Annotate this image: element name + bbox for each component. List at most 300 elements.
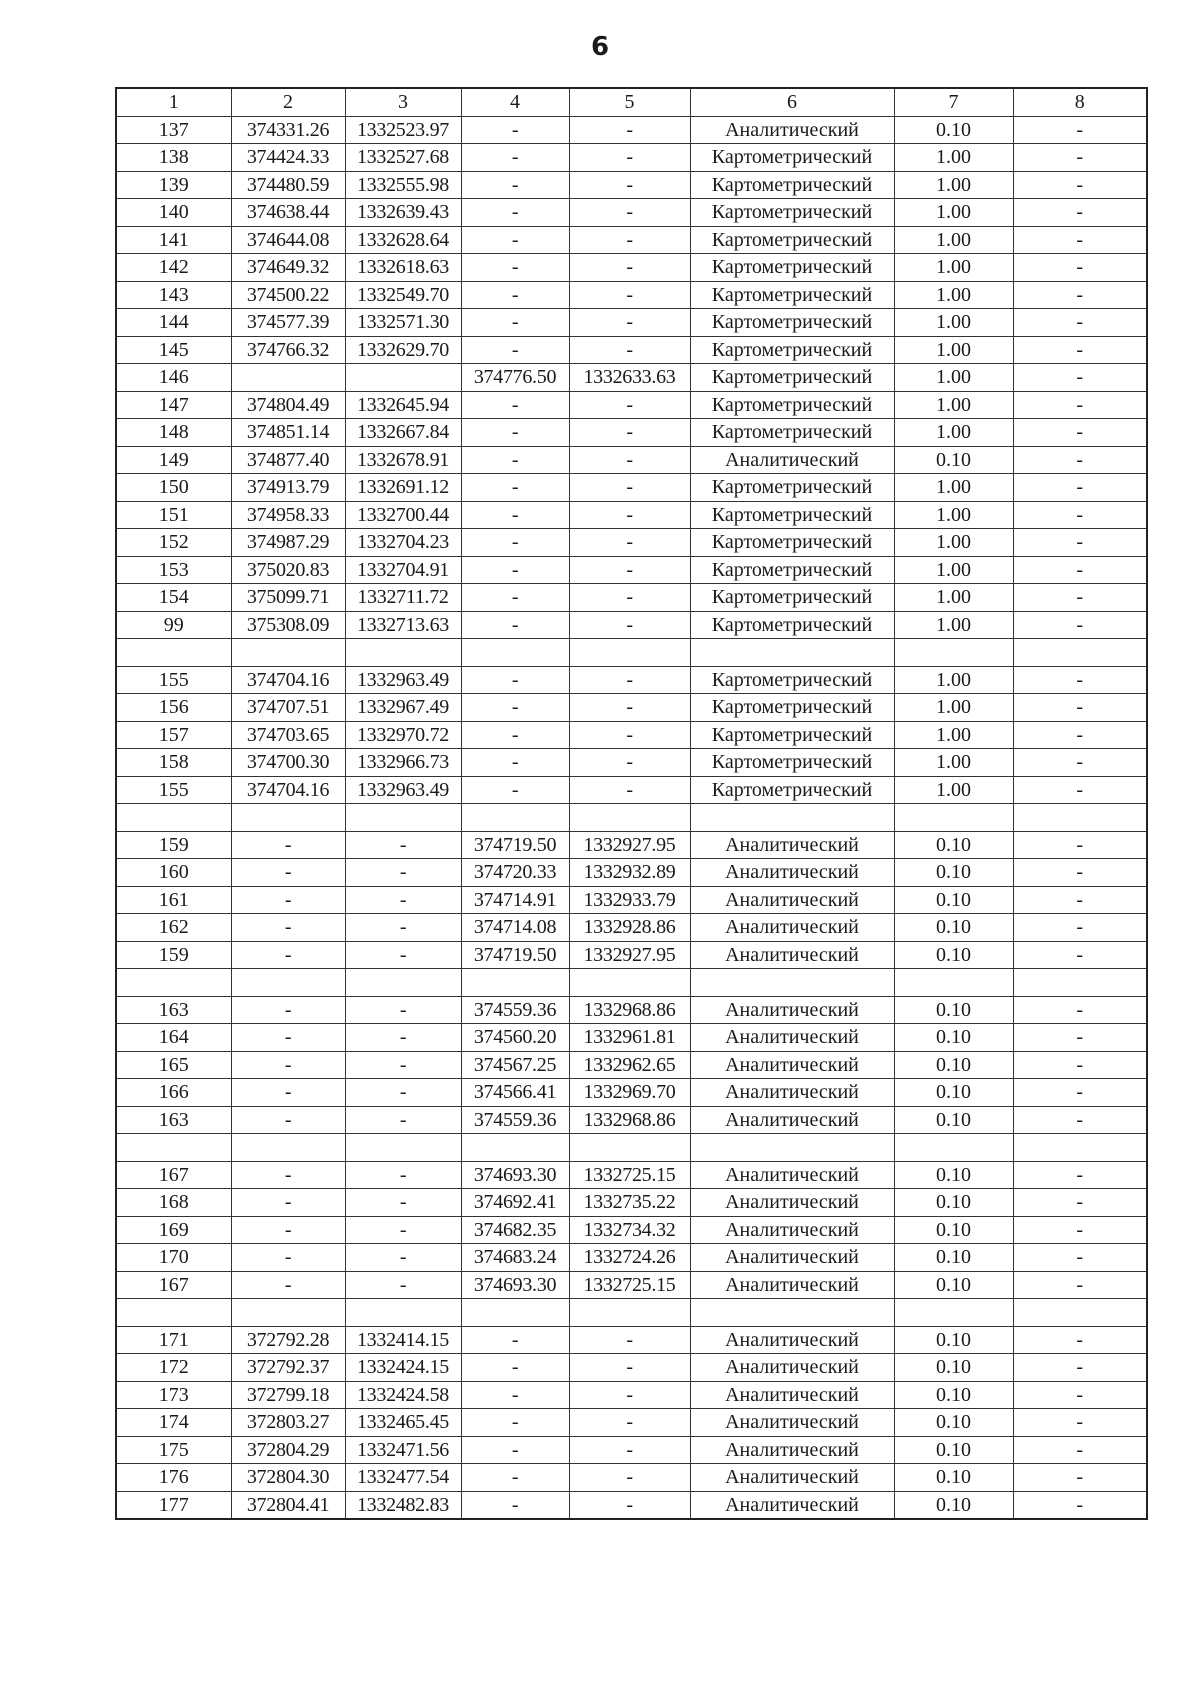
y-coord-cell: 1332471.56 <box>345 1436 461 1464</box>
point-number-cell: 170 <box>116 1244 231 1272</box>
y-coord-cell: 1332477.54 <box>345 1464 461 1492</box>
point-number-cell: 177 <box>116 1491 231 1519</box>
accuracy-cell: 0.10 <box>894 914 1013 942</box>
x-coord-cell: 374804.49 <box>231 391 345 419</box>
x-coord-cell: 372803.27 <box>231 1409 345 1437</box>
table-row <box>116 116 1147 144</box>
point-number-cell: 156 <box>116 694 231 722</box>
x-coord-cell: - <box>231 1244 345 1272</box>
method-cell <box>690 1299 894 1327</box>
y-coord-cell: 1332667.84 <box>345 419 461 447</box>
description-cell: - <box>1013 474 1147 502</box>
y-new-coord-cell: - <box>569 226 690 254</box>
y-new-coord-cell: - <box>569 309 690 337</box>
y-new-coord-cell: 1332633.63 <box>569 364 690 392</box>
y-coord-cell: 1332704.23 <box>345 529 461 557</box>
table-row <box>116 969 1147 997</box>
accuracy-cell: 0.10 <box>894 1106 1013 1134</box>
x-new-coord-cell: - <box>461 721 569 749</box>
method-cell: Аналитический <box>690 1244 894 1272</box>
point-number-cell: 143 <box>116 281 231 309</box>
point-number-cell: 174 <box>116 1409 231 1437</box>
x-coord-cell: - <box>231 1271 345 1299</box>
column-header: 2 <box>231 88 345 116</box>
coordinates-table <box>115 87 1148 1520</box>
y-coord-cell: 1332963.49 <box>345 666 461 694</box>
description-cell: - <box>1013 1381 1147 1409</box>
description-cell: - <box>1013 254 1147 282</box>
x-coord-cell: 374649.32 <box>231 254 345 282</box>
accuracy-cell: 0.10 <box>894 886 1013 914</box>
y-new-coord-cell: - <box>569 446 690 474</box>
x-new-coord-cell: - <box>461 611 569 639</box>
y-new-coord-cell: - <box>569 556 690 584</box>
x-new-coord-cell <box>461 1134 569 1162</box>
x-new-coord-cell: - <box>461 776 569 804</box>
x-coord-cell <box>231 1299 345 1327</box>
description-cell: - <box>1013 1106 1147 1134</box>
accuracy-cell: 1.00 <box>894 199 1013 227</box>
x-new-coord-cell: 374559.36 <box>461 996 569 1024</box>
accuracy-cell: 0.10 <box>894 1381 1013 1409</box>
table-row <box>116 1271 1147 1299</box>
point-number-cell: 169 <box>116 1216 231 1244</box>
y-coord-cell: - <box>345 1051 461 1079</box>
point-number-cell: 159 <box>116 941 231 969</box>
y-new-coord-cell: - <box>569 666 690 694</box>
x-new-coord-cell: - <box>461 556 569 584</box>
table-row <box>116 804 1147 832</box>
x-new-coord-cell: - <box>461 281 569 309</box>
x-coord-cell <box>231 804 345 832</box>
x-coord-cell: - <box>231 831 345 859</box>
description-cell: - <box>1013 1161 1147 1189</box>
description-cell: - <box>1013 1436 1147 1464</box>
accuracy-cell: 1.00 <box>894 171 1013 199</box>
point-number-cell: 175 <box>116 1436 231 1464</box>
column-header: 7 <box>894 88 1013 116</box>
y-new-coord-cell: - <box>569 199 690 227</box>
x-new-coord-cell: 374693.30 <box>461 1161 569 1189</box>
y-new-coord-cell: - <box>569 501 690 529</box>
y-new-coord-cell: - <box>569 584 690 612</box>
method-cell: Картометрический <box>690 666 894 694</box>
description-cell: - <box>1013 501 1147 529</box>
table-row <box>116 419 1147 447</box>
table-body <box>116 116 1147 1519</box>
x-new-coord-cell: 374776.50 <box>461 364 569 392</box>
description-cell: - <box>1013 1409 1147 1437</box>
x-coord-cell: 374331.26 <box>231 116 345 144</box>
description-cell: - <box>1013 419 1147 447</box>
y-new-coord-cell: - <box>569 749 690 777</box>
y-coord-cell: 1332555.98 <box>345 171 461 199</box>
table-row <box>116 1436 1147 1464</box>
x-new-coord-cell: - <box>461 529 569 557</box>
description-cell: - <box>1013 364 1147 392</box>
y-coord-cell: - <box>345 1244 461 1272</box>
description-cell: - <box>1013 556 1147 584</box>
table-row <box>116 1464 1147 1492</box>
table-row <box>116 639 1147 667</box>
x-coord-cell: 375308.09 <box>231 611 345 639</box>
accuracy-cell: 0.10 <box>894 859 1013 887</box>
x-coord-cell: 372804.41 <box>231 1491 345 1519</box>
method-cell: Аналитический <box>690 914 894 942</box>
y-coord-cell: - <box>345 886 461 914</box>
method-cell: Аналитический <box>690 1354 894 1382</box>
method-cell: Аналитический <box>690 859 894 887</box>
method-cell: Картометрический <box>690 336 894 364</box>
y-coord-cell: 1332549.70 <box>345 281 461 309</box>
description-cell: - <box>1013 996 1147 1024</box>
y-coord-cell: 1332963.49 <box>345 776 461 804</box>
method-cell: Картометрический <box>690 171 894 199</box>
x-coord-cell: - <box>231 1051 345 1079</box>
accuracy-cell: 0.10 <box>894 1271 1013 1299</box>
point-number-cell: 160 <box>116 859 231 887</box>
y-coord-cell: - <box>345 1106 461 1134</box>
x-coord-cell: - <box>231 886 345 914</box>
y-coord-cell: - <box>345 831 461 859</box>
table-row <box>116 1244 1147 1272</box>
x-new-coord-cell <box>461 969 569 997</box>
table-row <box>116 171 1147 199</box>
x-new-coord-cell <box>461 804 569 832</box>
table-row <box>116 914 1147 942</box>
y-coord-cell: 1332645.94 <box>345 391 461 419</box>
x-coord-cell: 374644.08 <box>231 226 345 254</box>
method-cell: Картометрический <box>690 721 894 749</box>
point-number-cell: 167 <box>116 1161 231 1189</box>
y-new-coord-cell: - <box>569 694 690 722</box>
x-new-coord-cell: 374683.24 <box>461 1244 569 1272</box>
description-cell: - <box>1013 1051 1147 1079</box>
x-new-coord-cell: - <box>461 1491 569 1519</box>
method-cell: Аналитический <box>690 1216 894 1244</box>
column-header: 8 <box>1013 88 1147 116</box>
y-coord-cell <box>345 969 461 997</box>
point-number-cell <box>116 804 231 832</box>
y-coord-cell: 1332523.97 <box>345 116 461 144</box>
point-number-cell: 146 <box>116 364 231 392</box>
description-cell: - <box>1013 1354 1147 1382</box>
table-row <box>116 831 1147 859</box>
column-header: 6 <box>690 88 894 116</box>
y-coord-cell: - <box>345 1024 461 1052</box>
y-new-coord-cell: - <box>569 1354 690 1382</box>
page-number: 6 <box>590 32 610 62</box>
y-new-coord-cell <box>569 969 690 997</box>
y-new-coord-cell <box>569 1134 690 1162</box>
x-new-coord-cell: 374682.35 <box>461 1216 569 1244</box>
point-number-cell: 150 <box>116 474 231 502</box>
accuracy-cell: 0.10 <box>894 831 1013 859</box>
x-new-coord-cell: 374719.50 <box>461 941 569 969</box>
x-new-coord-cell: - <box>461 336 569 364</box>
accuracy-cell: 0.10 <box>894 941 1013 969</box>
method-cell: Аналитический <box>690 1161 894 1189</box>
description-cell: - <box>1013 584 1147 612</box>
y-coord-cell: - <box>345 1079 461 1107</box>
accuracy-cell: 1.00 <box>894 391 1013 419</box>
table-row <box>116 1106 1147 1134</box>
y-coord-cell: 1332678.91 <box>345 446 461 474</box>
y-coord-cell: 1332711.72 <box>345 584 461 612</box>
description-cell: - <box>1013 116 1147 144</box>
method-cell: Аналитический <box>690 116 894 144</box>
y-new-coord-cell: - <box>569 171 690 199</box>
description-cell: - <box>1013 144 1147 172</box>
method-cell: Картометрический <box>690 281 894 309</box>
table-row <box>116 1381 1147 1409</box>
x-new-coord-cell: - <box>461 144 569 172</box>
x-new-coord-cell: - <box>461 199 569 227</box>
x-coord-cell <box>231 969 345 997</box>
method-cell: Картометрический <box>690 584 894 612</box>
y-coord-cell: 1332700.44 <box>345 501 461 529</box>
x-new-coord-cell: 374559.36 <box>461 1106 569 1134</box>
method-cell: Картометрический <box>690 391 894 419</box>
accuracy-cell: 0.10 <box>894 1409 1013 1437</box>
table-row <box>116 1024 1147 1052</box>
x-coord-cell: - <box>231 1024 345 1052</box>
x-coord-cell: 374480.59 <box>231 171 345 199</box>
description-cell: - <box>1013 226 1147 254</box>
x-new-coord-cell: - <box>461 419 569 447</box>
point-number-cell: 155 <box>116 666 231 694</box>
table-row <box>116 529 1147 557</box>
x-coord-cell: 374704.16 <box>231 666 345 694</box>
point-number-cell: 149 <box>116 446 231 474</box>
table-row <box>116 941 1147 969</box>
table-row <box>116 226 1147 254</box>
table-row <box>116 309 1147 337</box>
y-new-coord-cell: 1332725.15 <box>569 1271 690 1299</box>
y-coord-cell <box>345 639 461 667</box>
x-new-coord-cell <box>461 1299 569 1327</box>
method-cell: Аналитический <box>690 1106 894 1134</box>
table-row <box>116 749 1147 777</box>
point-number-cell: 148 <box>116 419 231 447</box>
point-number-cell: 168 <box>116 1189 231 1217</box>
method-cell: Картометрический <box>690 556 894 584</box>
accuracy-cell: 0.10 <box>894 1354 1013 1382</box>
y-coord-cell: 1332713.63 <box>345 611 461 639</box>
table-row <box>116 391 1147 419</box>
method-cell: Аналитический <box>690 886 894 914</box>
table-row <box>116 1051 1147 1079</box>
table-row <box>116 694 1147 722</box>
y-coord-cell: 1332967.49 <box>345 694 461 722</box>
y-coord-cell: 1332639.43 <box>345 199 461 227</box>
description-cell: - <box>1013 776 1147 804</box>
x-new-coord-cell: - <box>461 226 569 254</box>
table-row <box>116 474 1147 502</box>
method-cell: Картометрический <box>690 776 894 804</box>
x-new-coord-cell: 374693.30 <box>461 1271 569 1299</box>
table-row <box>116 1326 1147 1354</box>
y-coord-cell: - <box>345 859 461 887</box>
point-number-cell: 145 <box>116 336 231 364</box>
x-coord-cell: 374700.30 <box>231 749 345 777</box>
table-row <box>116 199 1147 227</box>
x-coord-cell: 372792.28 <box>231 1326 345 1354</box>
accuracy-cell: 1.00 <box>894 474 1013 502</box>
accuracy-cell <box>894 1299 1013 1327</box>
description-cell: - <box>1013 914 1147 942</box>
point-number-cell: 163 <box>116 1106 231 1134</box>
accuracy-cell <box>894 804 1013 832</box>
description-cell: - <box>1013 336 1147 364</box>
table-row <box>116 1216 1147 1244</box>
point-number-cell: 159 <box>116 831 231 859</box>
y-new-coord-cell: - <box>569 144 690 172</box>
x-new-coord-cell: - <box>461 1409 569 1437</box>
description-cell: - <box>1013 529 1147 557</box>
method-cell: Картометрический <box>690 364 894 392</box>
description-cell: - <box>1013 1491 1147 1519</box>
y-new-coord-cell: 1332734.32 <box>569 1216 690 1244</box>
y-new-coord-cell: 1332928.86 <box>569 914 690 942</box>
y-new-coord-cell: - <box>569 529 690 557</box>
column-header: 3 <box>345 88 461 116</box>
description-cell <box>1013 1299 1147 1327</box>
table-row <box>116 1134 1147 1162</box>
point-number-cell <box>116 969 231 997</box>
method-cell: Картометрический <box>690 611 894 639</box>
y-new-coord-cell: - <box>569 254 690 282</box>
y-new-coord-cell: 1332968.86 <box>569 996 690 1024</box>
y-new-coord-cell: - <box>569 611 690 639</box>
x-coord-cell: 374987.29 <box>231 529 345 557</box>
table-row <box>116 1079 1147 1107</box>
x-new-coord-cell: 374567.25 <box>461 1051 569 1079</box>
method-cell: Картометрический <box>690 749 894 777</box>
x-coord-cell: - <box>231 1079 345 1107</box>
accuracy-cell: 1.00 <box>894 226 1013 254</box>
method-cell: Аналитический <box>690 1464 894 1492</box>
accuracy-cell: 0.10 <box>894 1326 1013 1354</box>
accuracy-cell: 1.00 <box>894 694 1013 722</box>
description-cell: - <box>1013 171 1147 199</box>
accuracy-cell: 1.00 <box>894 501 1013 529</box>
y-coord-cell <box>345 804 461 832</box>
column-header: 5 <box>569 88 690 116</box>
accuracy-cell: 1.00 <box>894 281 1013 309</box>
table-row <box>116 446 1147 474</box>
method-cell: Аналитический <box>690 996 894 1024</box>
y-new-coord-cell: - <box>569 1436 690 1464</box>
description-cell: - <box>1013 611 1147 639</box>
x-new-coord-cell: - <box>461 171 569 199</box>
table-row <box>116 666 1147 694</box>
table-row <box>116 1189 1147 1217</box>
y-new-coord-cell: 1332933.79 <box>569 886 690 914</box>
x-new-coord-cell: - <box>461 1326 569 1354</box>
description-cell: - <box>1013 1464 1147 1492</box>
y-coord-cell: 1332465.45 <box>345 1409 461 1437</box>
column-header: 1 <box>116 88 231 116</box>
x-coord-cell <box>231 1134 345 1162</box>
description-cell: - <box>1013 859 1147 887</box>
description-cell: - <box>1013 694 1147 722</box>
method-cell: Картометрический <box>690 254 894 282</box>
y-coord-cell <box>345 1134 461 1162</box>
accuracy-cell: 0.10 <box>894 1161 1013 1189</box>
y-new-coord-cell: - <box>569 1464 690 1492</box>
method-cell: Аналитический <box>690 1491 894 1519</box>
y-coord-cell: 1332704.91 <box>345 556 461 584</box>
description-cell: - <box>1013 1326 1147 1354</box>
description-cell: - <box>1013 886 1147 914</box>
table-row <box>116 281 1147 309</box>
y-new-coord-cell: - <box>569 721 690 749</box>
y-coord-cell: - <box>345 1161 461 1189</box>
y-new-coord-cell: 1332927.95 <box>569 831 690 859</box>
point-number-cell: 139 <box>116 171 231 199</box>
point-number-cell: 163 <box>116 996 231 1024</box>
point-number-cell: 138 <box>116 144 231 172</box>
y-new-coord-cell: 1332961.81 <box>569 1024 690 1052</box>
y-new-coord-cell: - <box>569 419 690 447</box>
description-cell: - <box>1013 1024 1147 1052</box>
x-coord-cell: 372804.29 <box>231 1436 345 1464</box>
point-number-cell <box>116 639 231 667</box>
x-new-coord-cell: - <box>461 474 569 502</box>
method-cell: Картометрический <box>690 199 894 227</box>
x-new-coord-cell: - <box>461 666 569 694</box>
description-cell: - <box>1013 941 1147 969</box>
description-cell: - <box>1013 1244 1147 1272</box>
accuracy-cell: 0.10 <box>894 1216 1013 1244</box>
point-number-cell: 166 <box>116 1079 231 1107</box>
method-cell: Аналитический <box>690 1381 894 1409</box>
accuracy-cell: 1.00 <box>894 144 1013 172</box>
y-new-coord-cell: 1332968.86 <box>569 1106 690 1134</box>
table-row <box>116 254 1147 282</box>
description-cell: - <box>1013 446 1147 474</box>
point-number-cell: 137 <box>116 116 231 144</box>
point-number-cell <box>116 1299 231 1327</box>
accuracy-cell: 1.00 <box>894 254 1013 282</box>
y-coord-cell: 1332571.30 <box>345 309 461 337</box>
y-coord-cell: 1332618.63 <box>345 254 461 282</box>
accuracy-cell: 1.00 <box>894 584 1013 612</box>
y-coord-cell <box>345 364 461 392</box>
point-number-cell: 155 <box>116 776 231 804</box>
accuracy-cell: 0.10 <box>894 1464 1013 1492</box>
accuracy-cell <box>894 639 1013 667</box>
x-new-coord-cell: - <box>461 694 569 722</box>
description-cell: - <box>1013 1271 1147 1299</box>
point-number-cell: 167 <box>116 1271 231 1299</box>
method-cell: Картометрический <box>690 529 894 557</box>
x-coord-cell: 374703.65 <box>231 721 345 749</box>
x-coord-cell <box>231 639 345 667</box>
method-cell: Картометрический <box>690 309 894 337</box>
point-number-cell: 144 <box>116 309 231 337</box>
method-cell: Аналитический <box>690 1326 894 1354</box>
accuracy-cell: 0.10 <box>894 1079 1013 1107</box>
y-new-coord-cell: - <box>569 1491 690 1519</box>
y-new-coord-cell: 1332962.65 <box>569 1051 690 1079</box>
method-cell: Аналитический <box>690 1024 894 1052</box>
x-coord-cell: 374704.16 <box>231 776 345 804</box>
y-coord-cell: 1332414.15 <box>345 1326 461 1354</box>
x-coord-cell: 374766.32 <box>231 336 345 364</box>
x-coord-cell: - <box>231 1189 345 1217</box>
